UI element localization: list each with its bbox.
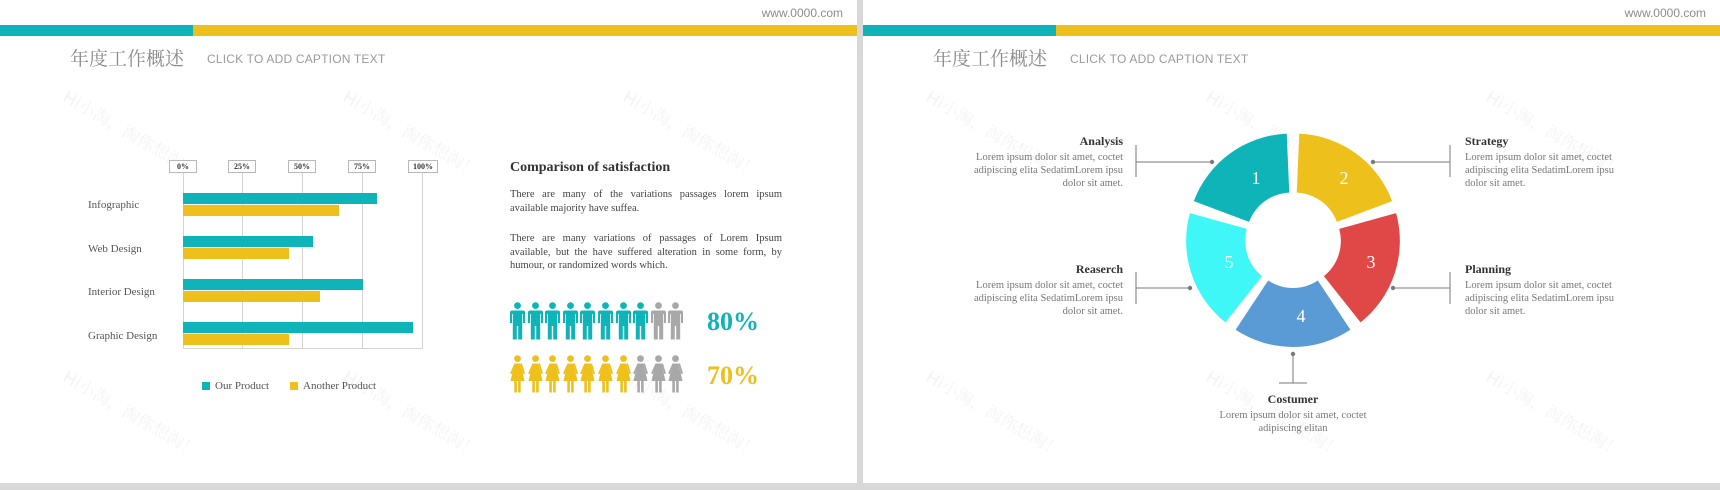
segment-number: 1 [1251, 168, 1261, 188]
bar-another-product [183, 248, 289, 259]
bar-our-product [183, 279, 363, 290]
tick-label: 100% [408, 160, 438, 173]
female-icon-filled [616, 355, 631, 398]
grid-line [422, 172, 423, 348]
slide-satisfaction [0, 0, 857, 483]
axis-line [183, 348, 423, 349]
legend-label-our-product: Our Product [215, 380, 270, 392]
label-planning-title: Planning [1465, 262, 1512, 276]
comparison-paragraph-2: There are many variations of passages of Lorem Ipsum available, but the have suffered alteration in some form, by humour, or randomized words which. [510, 233, 782, 271]
label-strategy-desc: Lorem ipsum dolor sit amet, coctet adipiscing elita SedatimLorem ipsu dolor sit amet. [1465, 152, 1615, 189]
male-icon-filled [510, 302, 525, 345]
label-analysis-desc: Lorem ipsum dolor sit amet, coctet adipiscing elita SedatimLorem ipsu dolor sit amet. [973, 152, 1123, 189]
slide-caption: CLICK TO ADD CAPTION TEXT [207, 52, 386, 66]
header-bar-teal [0, 25, 193, 36]
bar-our-product [183, 322, 413, 333]
label-reaserch-title: Reaserch [1075, 262, 1123, 276]
label-planning-desc: Lorem ipsum dolor sit amet, coctet adipiscing elita SedatimLorem ipsu dolor sit amet. [1465, 280, 1615, 317]
segment-number: 5 [1224, 252, 1234, 272]
male-icon-empty [668, 302, 683, 345]
male-icon-filled [616, 302, 631, 345]
female-icon-filled [563, 355, 578, 398]
female-icon-filled [545, 355, 560, 398]
tick-label: 0% [169, 160, 197, 173]
male-icon-filled [528, 302, 543, 345]
label-costumer-title: Costumer [1267, 392, 1319, 406]
male-icon-filled [545, 302, 560, 345]
site-url: www.0000.com [1624, 6, 1706, 20]
watermark [59, 363, 204, 461]
category-label: Graphic Design [88, 330, 158, 342]
slide-process-donut [863, 0, 1720, 483]
connector-dot [1188, 286, 1192, 290]
connector-dot [1391, 286, 1395, 290]
category-label: Infographic [88, 199, 140, 211]
connector-dot [1371, 160, 1375, 164]
comparison-paragraph-1: There are many of the variations passages lorem ipsum available majority have suffea. [510, 189, 782, 214]
female-icon-empty [651, 355, 666, 398]
tick-label: 25% [228, 160, 256, 173]
female-icon-filled [510, 355, 525, 398]
slide-title: 年度工作概述 [933, 48, 1048, 70]
female-icon-filled [598, 355, 613, 398]
male-icon-empty [651, 302, 666, 345]
label-costumer-desc: Lorem ipsum dolor sit amet, coctet adipiscing elitan [1219, 410, 1367, 434]
connector-lines [1136, 145, 1450, 383]
female-percent: 70% [707, 361, 759, 390]
bar-our-product [183, 193, 377, 204]
label-reaserch-desc: Lorem ipsum dolor sit amet, coctet adipiscing elita SedatimLorem ipsu dolor sit amet. [973, 280, 1123, 317]
category-label: Web Design [88, 243, 142, 255]
female-icon-empty [668, 355, 683, 398]
female-icon-filled [580, 355, 595, 398]
segment-number: 4 [1296, 306, 1306, 326]
legend-swatch-another-product [290, 382, 298, 390]
legend-swatch-our-product [202, 382, 210, 390]
male-icon-filled [580, 302, 595, 345]
bar-another-product [183, 291, 320, 302]
connector-dot [1210, 160, 1214, 164]
legend-label-another-product: Another Product [303, 380, 377, 392]
comparison-heading: Comparison of satisfaction [510, 160, 671, 175]
header-bar-yellow [193, 25, 857, 36]
category-label: Interior Design [88, 286, 155, 298]
tick-label: 50% [288, 160, 316, 173]
slide-caption: CLICK TO ADD CAPTION TEXT [1070, 52, 1249, 66]
female-icon-empty [633, 355, 648, 398]
label-strategy-title: Strategy [1465, 134, 1509, 148]
bar-our-product [183, 236, 313, 247]
male-icon-filled [563, 302, 578, 345]
segment-number: 2 [1339, 168, 1349, 188]
male-icon-filled [598, 302, 613, 345]
segment-number: 3 [1366, 252, 1376, 272]
connector-dot [1291, 352, 1295, 356]
label-analysis-title: Analysis [1079, 134, 1123, 148]
female-icon-filled [528, 355, 543, 398]
tick-label: 75% [348, 160, 376, 173]
bar-another-product [183, 334, 289, 345]
site-url: www.0000.com [761, 6, 843, 20]
male-percent: 80% [707, 307, 759, 336]
bar-another-product [183, 205, 339, 216]
slide-title: 年度工作概述 [70, 48, 185, 70]
watermark [339, 363, 484, 461]
male-icon-filled [633, 302, 648, 345]
